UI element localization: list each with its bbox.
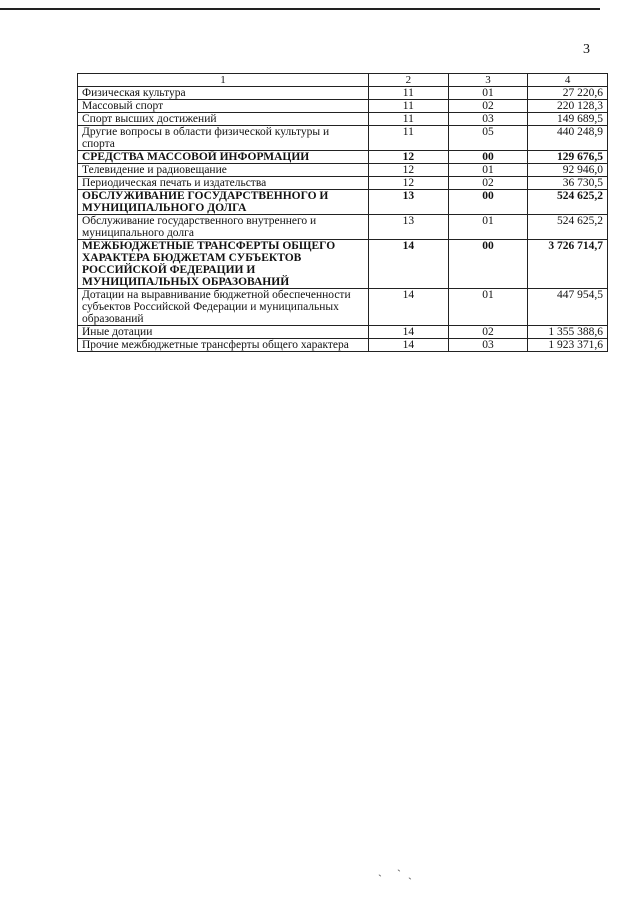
row-section: 14 (369, 289, 449, 326)
row-amount: 27 220,6 (528, 87, 608, 100)
table-row (78, 177, 608, 190)
row-name: Периодическая печать и издательства (78, 177, 369, 190)
row-subsection: 03 (448, 339, 528, 352)
row-section: 13 (369, 190, 449, 215)
row-section: 11 (369, 87, 449, 100)
row-section: 11 (369, 113, 449, 126)
row-section: 12 (369, 177, 449, 190)
row-subsection: 01 (448, 87, 528, 100)
row-section: 11 (369, 100, 449, 113)
row-name: Массовый спорт (78, 100, 369, 113)
header-col-2: 2 (369, 74, 449, 87)
row-subsection: 01 (448, 289, 528, 326)
row-amount: 3 726 714,7 (528, 240, 608, 289)
table-row (78, 87, 608, 100)
table-row (78, 100, 608, 113)
row-name: МЕЖБЮДЖЕТНЫЕ ТРАНСФЕРТЫ ОБЩЕГО ХАРАКТЕРА БЮДЖЕТАМ СУБЪЕКТОВ РОССИЙСКОЙ ФЕДЕРАЦИИ И МУНИЦИПАЛЬНЫХ ОБРАЗОВАНИЙ (78, 240, 369, 289)
row-section: 14 (369, 240, 449, 289)
scan-mark: ` (378, 872, 382, 886)
row-name: Другие вопросы в области физической культуры и спорта (78, 126, 369, 151)
row-section: 11 (369, 126, 449, 151)
page-number: 3 (583, 42, 590, 57)
row-subsection: 01 (448, 164, 528, 177)
table-row (78, 215, 608, 240)
row-name: ОБСЛУЖИВАНИЕ ГОСУДАРСТВЕННОГО И МУНИЦИПАЛЬНОГО ДОЛГА (78, 190, 369, 215)
row-subsection: 02 (448, 100, 528, 113)
row-section: 12 (369, 164, 449, 177)
row-subsection: 01 (448, 215, 528, 240)
header-col-1: 1 (78, 74, 369, 87)
table-row (78, 151, 608, 164)
table-row (78, 289, 608, 326)
row-subsection: 05 (448, 126, 528, 151)
row-amount: 524 625,2 (528, 190, 608, 215)
header-col-3: 3 (448, 74, 528, 87)
row-name: Дотации на выравнивание бюджетной обеспеченности субъектов Российской Федерации и муниципальных образований (78, 289, 369, 326)
table-row (78, 326, 608, 339)
row-name: Прочие межбюджетные трансферты общего характера (78, 339, 369, 352)
budget-table (77, 73, 608, 352)
row-name: Обслуживание государственного внутреннего и муниципального долга (78, 215, 369, 240)
row-name: Телевидение и радиовещание (78, 164, 369, 177)
row-amount: 524 625,2 (528, 215, 608, 240)
row-amount: 220 128,3 (528, 100, 608, 113)
row-amount: 1 355 388,6 (528, 326, 608, 339)
table-row (78, 113, 608, 126)
table-row (78, 164, 608, 177)
table-header-row (78, 74, 608, 87)
row-name: Физическая культура (78, 87, 369, 100)
top-border-line (0, 8, 600, 10)
row-subsection: 00 (448, 151, 528, 164)
row-section: 12 (369, 151, 449, 164)
table-row (78, 126, 608, 151)
row-subsection: 03 (448, 113, 528, 126)
row-amount: 129 676,5 (528, 151, 608, 164)
row-section: 14 (369, 326, 449, 339)
row-subsection: 02 (448, 326, 528, 339)
row-name: СРЕДСТВА МАССОВОЙ ИНФОРМАЦИИ (78, 151, 369, 164)
table-row (78, 190, 608, 215)
row-amount: 447 954,5 (528, 289, 608, 326)
scan-mark: ` (397, 867, 401, 881)
table-row (78, 339, 608, 352)
row-subsection: 00 (448, 190, 528, 215)
row-subsection: 02 (448, 177, 528, 190)
row-subsection: 00 (448, 240, 528, 289)
row-name: Иные дотации (78, 326, 369, 339)
row-amount: 440 248,9 (528, 126, 608, 151)
scan-mark: ` (408, 875, 412, 889)
row-section: 13 (369, 215, 449, 240)
row-amount: 149 689,5 (528, 113, 608, 126)
row-section: 14 (369, 339, 449, 352)
header-col-4: 4 (528, 74, 608, 87)
row-name: Спорт высших достижений (78, 113, 369, 126)
table-row (78, 240, 608, 289)
row-amount: 36 730,5 (528, 177, 608, 190)
row-amount: 1 923 371,6 (528, 339, 608, 352)
row-amount: 92 946,0 (528, 164, 608, 177)
